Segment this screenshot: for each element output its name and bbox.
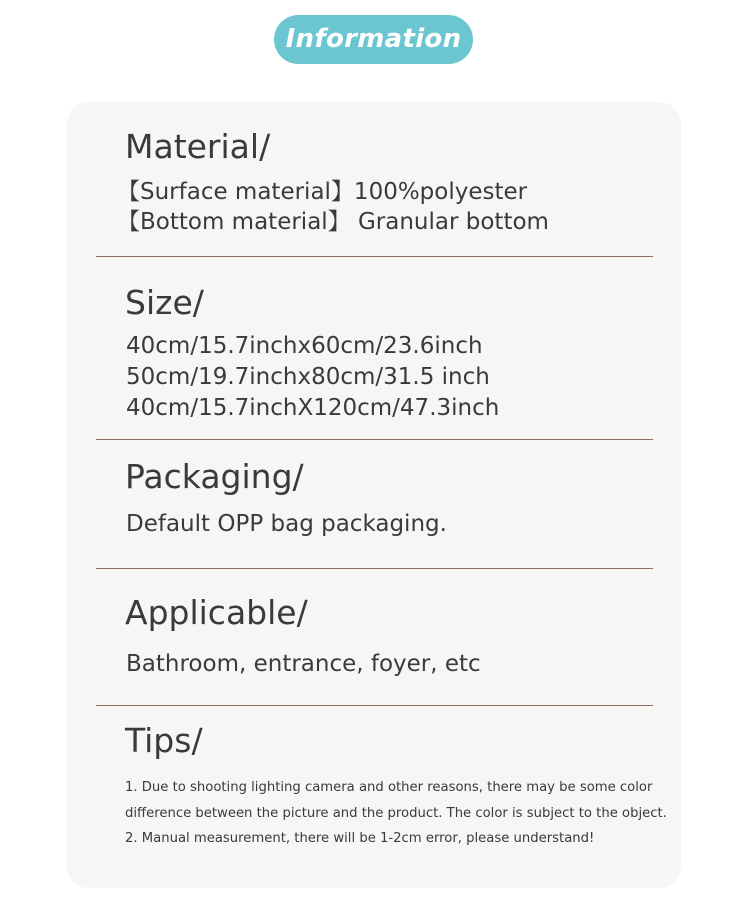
tip-line-1: 1. Due to shooting lighting camera and other reasons, there may be some color [125, 780, 653, 795]
information-badge: Information [274, 15, 473, 64]
tip-line-3: 2. Manual measurement, there will be 1-2cm error, please understand! [125, 831, 595, 846]
packaging-heading: Packaging/ [125, 457, 304, 496]
tip-line-2: difference between the picture and the product. The color is subject to the object. [125, 806, 667, 821]
applicable-heading: Applicable/ [125, 593, 308, 632]
section-divider [96, 705, 653, 706]
bottom-material-line: 【Bottom material】 Granular bottom [117, 209, 549, 235]
size-line-2: 50cm/19.7inchx80cm/31.5 inch [126, 364, 490, 390]
applicable-line: Bathroom, entrance, foyer, etc [126, 651, 481, 677]
size-line-1: 40cm/15.7inchx60cm/23.6inch [126, 333, 483, 359]
section-divider [96, 568, 653, 569]
material-heading: Material/ [125, 127, 271, 166]
size-line-3: 40cm/15.7inchX120cm/47.3inch [126, 395, 500, 421]
packaging-line: Default OPP bag packaging. [126, 511, 447, 537]
section-divider [96, 439, 653, 440]
tips-heading: Tips/ [125, 721, 203, 760]
size-heading: Size/ [125, 283, 204, 322]
section-divider [96, 256, 653, 257]
surface-material-line: 【Surface material】100%polyester [117, 179, 528, 205]
